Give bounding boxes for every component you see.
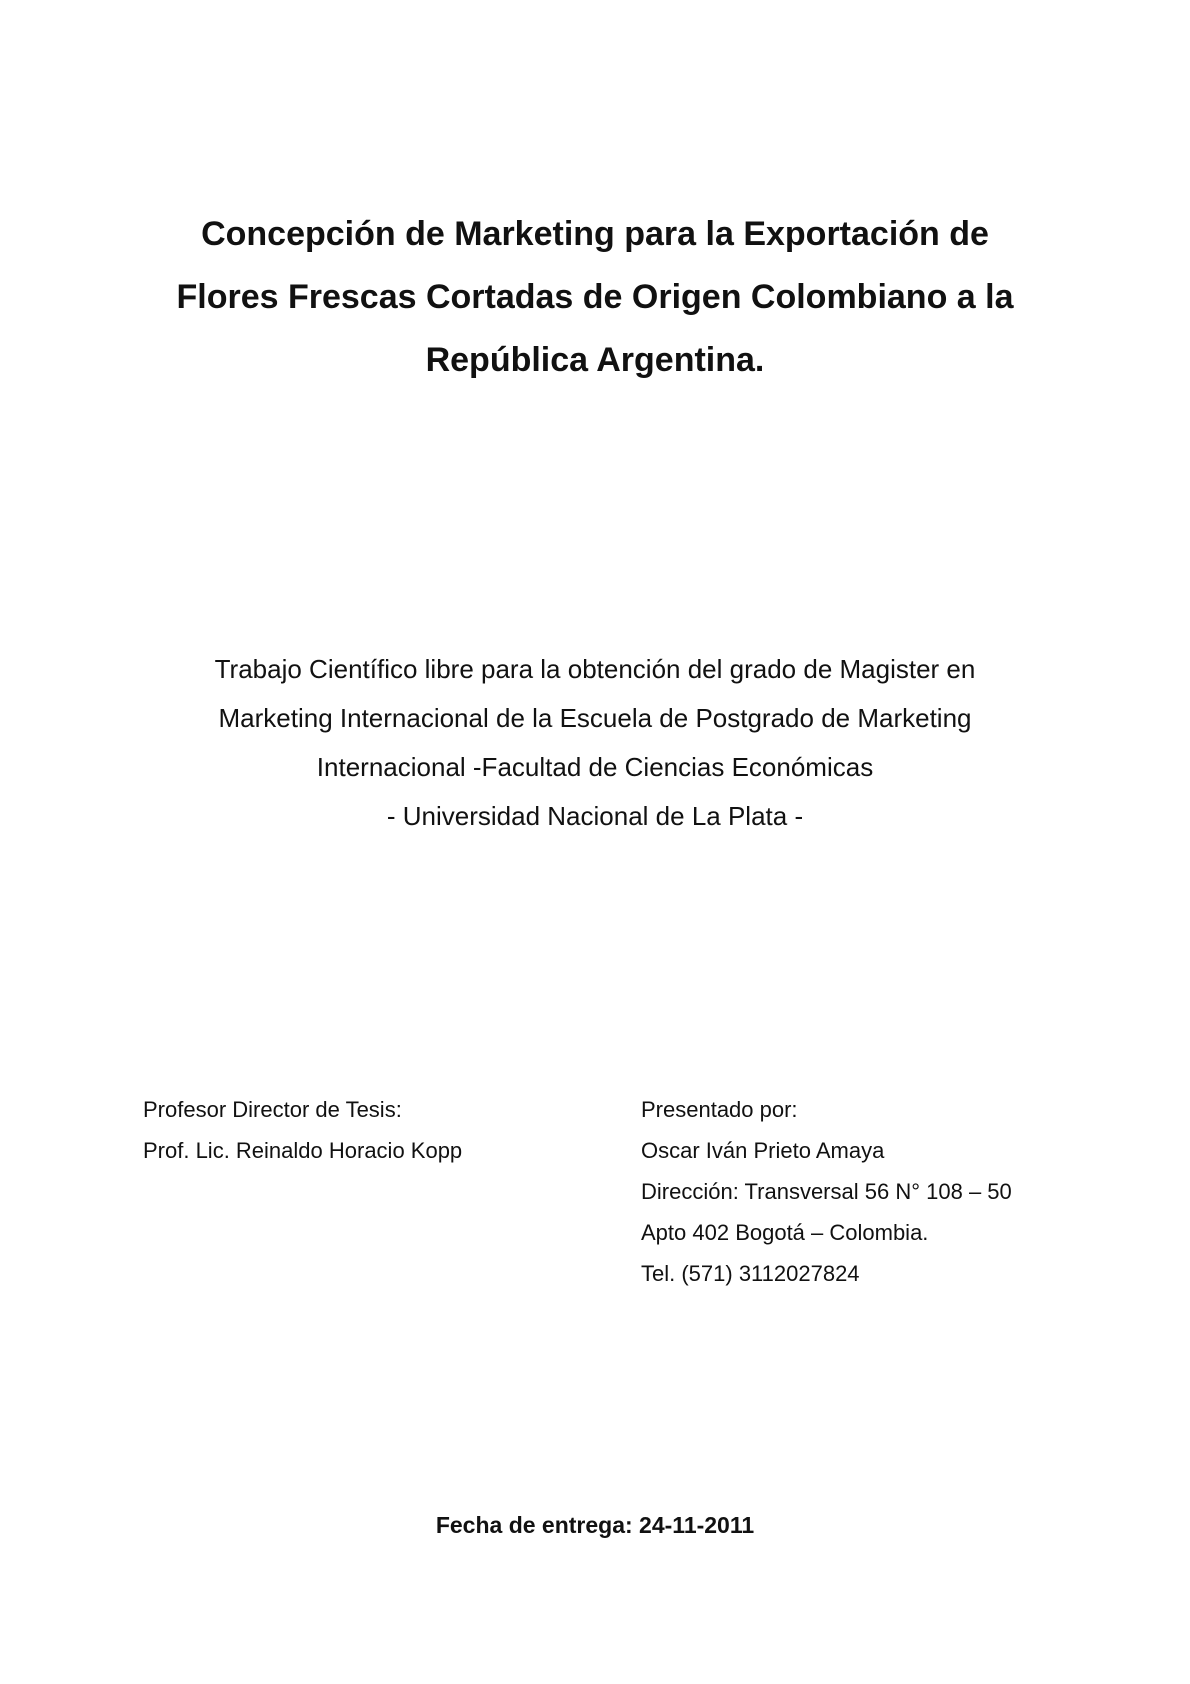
director-name: Prof. Lic. Reinaldo Horacio Kopp [143,1138,463,1163]
author-block [641,1089,1111,1294]
description-line-4: - Universidad Nacional de La Plata - [386,801,804,831]
author-name: Oscar Iván Prieto Amaya [641,1138,885,1163]
author-phone: Tel. (571) 3112027824 [641,1261,860,1286]
document-title [100,203,1090,392]
director-label: Profesor Director de Tesis: [143,1097,402,1122]
title-line-3: República Argentina. [425,341,765,379]
title-line-2: Flores Frescas Cortadas de Origen Colombiano a la [176,278,1014,316]
thesis-director-block [143,1089,613,1171]
delivery-date: Fecha de entrega: 24-11-2011 [435,1512,755,1538]
description-line-3: Internacional -Facultad de Ciencias Económicas [316,752,874,782]
thesis-description [100,645,1090,841]
description-line-1: Trabajo Científico libre para la obtención del grado de Magister en [214,654,976,684]
description-line-2: Marketing Internacional de la Escuela de Postgrado de Marketing [218,703,972,733]
title-line-1: Concepción de Marketing para la Exportación de [201,215,989,253]
author-label: Presentado por: [641,1097,798,1122]
author-address-line-2: Apto 402 Bogotá – Colombia. [641,1220,929,1245]
author-address-line-1: Dirección: Transversal 56 N° 108 – 50 [641,1179,1012,1204]
